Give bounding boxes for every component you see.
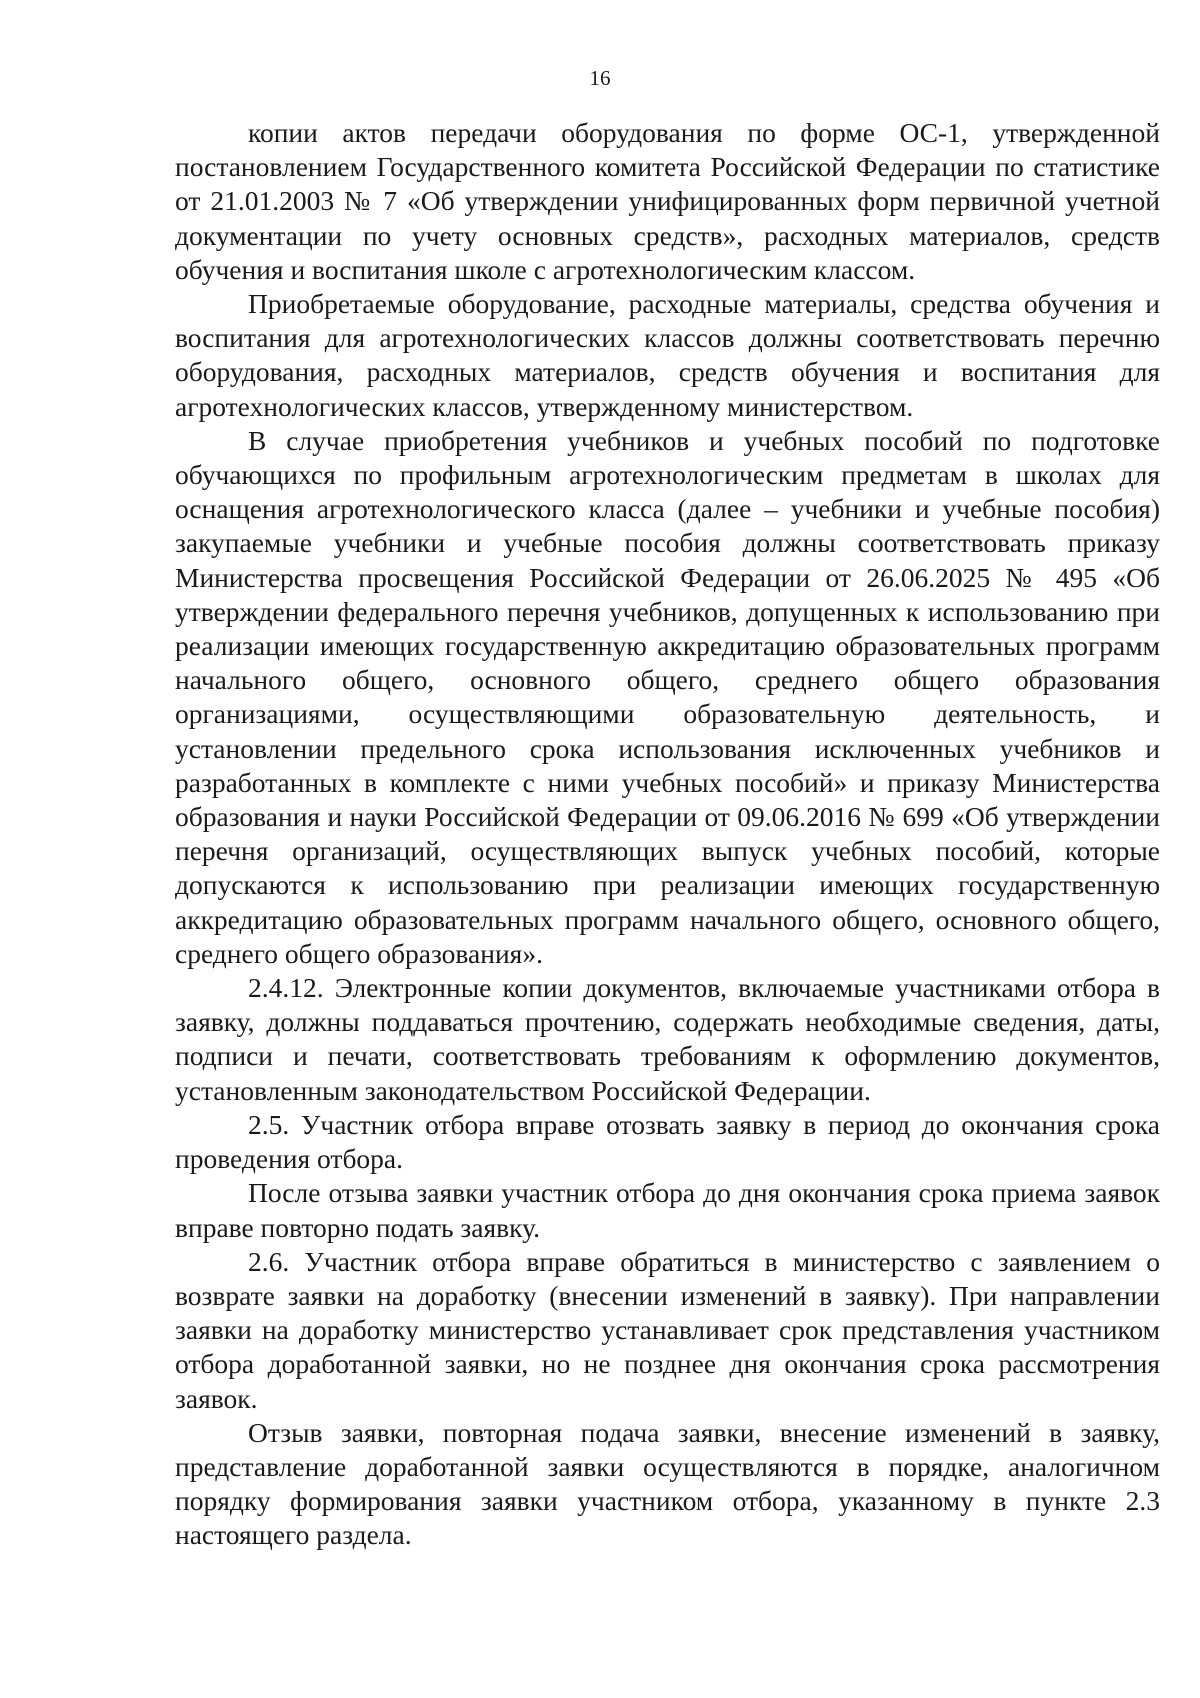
paragraph: 2.6. Участник отбора вправе обратиться в министерство с заявлением о возврате заявки на доработку (внесении изменений в заявку). При направлении заявки на доработку министерство устанавливает срок представления участником отбора доработанной заявки, но не позднее дня окончания срока рассмотрения заявок. [175,1245,1160,1414]
page-number: 16 [589,66,611,90]
paragraph: В случае приобретения учебников и учебных пособий по подготовке обучающихся по профильным агротехнологическим предметам в школах для оснащения агротехнологического класса (далее – учебники и учебные пособия) закупаемые учебники и учебные пособия должны соответствовать приказу Министерства просвещения Российской Федерации от 26.06.2025 № 495 «Об утверждении федерального перечня учебников, допущенных к использованию при реализации имеющих государственную аккредитацию образовательных программ начального общего, основного общего, среднего общего образования организациями, осуществляющими образовательную деятельность, и установлении предельного срока использования исключенных учебников и разработанных в комплекте с ними учебных пособий» и приказу Министерства образования и науки Российской Федерации от 09.06.2016 № 699 «Об утверждении перечня организаций, осуществляющих выпуск учебных пособий, которые допускаются к использованию при реализации имеющих государственную аккредитацию образовательных программ начального общего, основного общего, среднего общего образования». [175,424,1160,969]
paragraph: копии актов передачи оборудования по форме ОС-1, утвержденной постановлением Государственного комитета Российской Федерации по статистике от 21.01.2003 № 7 «Об утверждении унифицированных форм первичной учетной документации по учету основных средств», расходных материалов, средств обучения и воспитания школе с агротехнологическим классом. [175,117,1160,285]
paragraph: 2.5. Участник отбора вправе отозвать заявку в период до окончания срока проведения отбора. [175,1108,1160,1175]
document-body [175,116,1160,1553]
paragraph: 2.4.12. Электронные копии документов, включаемые участниками отбора в заявку, должны поддаваться прочтению, содержать необходимые сведения, даты, подписи и печати, соответствовать требованиям к оформлению документов, установленным законодательством Российской Федерации. [175,972,1160,1106]
paragraph: Отзыв заявки, повторная подача заявки, внесение изменений в заявку, представление доработанной заявки осуществляются в порядке, аналогичном порядку формирования заявки участником отбора, указанному в пункте 2.3 настоящего раздела. [175,1416,1160,1551]
paragraph: После отзыва заявки участник отбора до дня окончания срока приема заявок вправе повторно подать заявку. [175,1177,1160,1243]
paragraph: Приобретаемые оборудование, расходные материалы, средства обучения и воспитания для агротехнологических классов должны соответствовать перечню оборудования, расходных материалов, средств обучения и воспитания для агротехнологических классов, утвержденному министерством. [175,288,1160,422]
